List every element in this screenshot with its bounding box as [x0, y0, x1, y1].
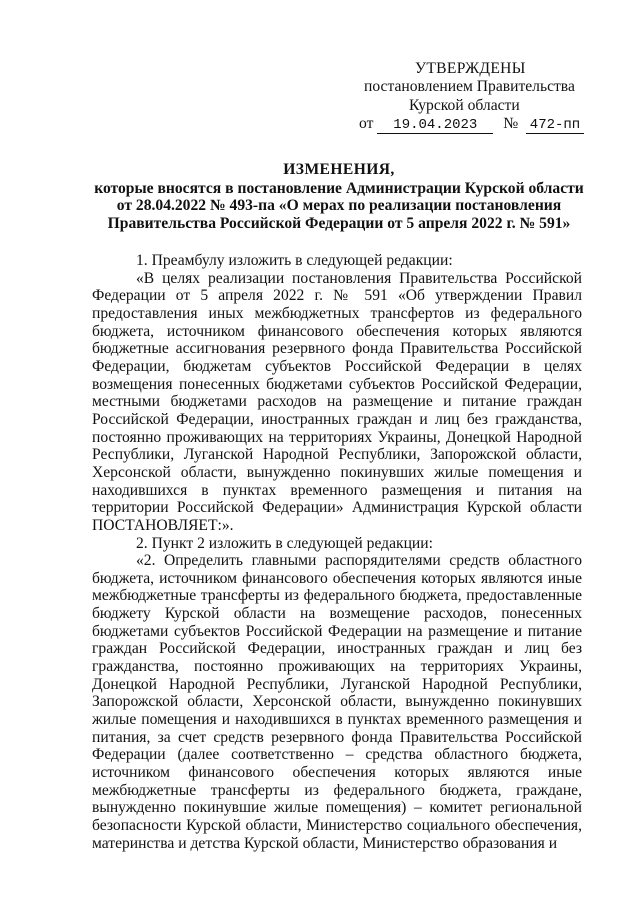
- approval-title: УТВЕРЖДЕНЫ: [415, 60, 526, 77]
- heading-line-1: которые вносятся в постановление Администрации Курской области: [94, 179, 584, 197]
- heading-title: ИЗМЕНЕНИЯ,: [283, 161, 395, 178]
- approval-date-number: [344, 115, 584, 134]
- date-prefix: от: [359, 114, 374, 132]
- heading-line-3: Правительства Российской Федерации от 5 апреля 2022 г. № 591»: [107, 215, 571, 233]
- document-body: [92, 252, 582, 852]
- quote-1: «В целях реализации постановления Правительства Российской Федерации от 5 апреля 2022 г. № 591 «Об утверждении Правил предоставления иных межбюджетных трансфертов из федерального бюджета, источником финансового обеспечения которых являются бюджетные ассигнования резервного фонда Правительства Российской Федерации, бюджетам субъектов Российской Федерации в целях возмещения понесенных бюджетами субъектов Российской Федерации, местными бюджетами расходов на размещение и питание граждан Российской Федерации, иностранных граждан и лиц без гражданства, постоянно проживающих на территориях Украины, Донецкой Народной Республики, Луганской Народной Республики, Запорожской области, Херсонской области, вынужденно покинувших жилые помещения и находившихся в пунктах временного размещения и питания на территории Российской Федерации» Администрация Курской области ПОСТАНОВЛЯЕТ:».: [92, 269, 582, 534]
- approval-number: 472-пп: [526, 117, 584, 134]
- quote-2: «2. Определить главными распорядителями средств областного бюджета, источником финансового обеспечения которых являются иные межбюджетные трансферты из федерального бюджета, предоставленные бюджету Курской области на возмещение расходов, понесенных бюджетами субъектов Российской Федерации на размещение и питание граждан Российской Федерации, иностранных граждан и лиц без гражданства, постоянно проживающих на территориях Украины, Донецкой Народной Республики, Луганской Народной Республики, Запорожской области, Херсонской области, вынужденно покинувших жилые помещения и находившихся в пунктах временного размещения и питания, за счет средств резервного фонда Правительства Российской Федерации (далее соответственно – средства областного бюджета, источником финансового обеспечения которых являются иные межбюджетные трансферты из федерального бюджета, граждане, вынужденно покинувшие жилые помещения) – комитет региональной безопасности Курской области, Министерство социального обеспечения, материнства и детства Курской области, Министерство образования и: [92, 552, 582, 852]
- approval-date: 19.04.2023: [377, 117, 493, 134]
- item-1: 1. Преамбулу изложить в следующей редакции:: [136, 252, 453, 269]
- approval-issuer: постановлением Правительства: [364, 78, 575, 96]
- approval-block: [344, 60, 584, 134]
- approval-region: Курской области: [409, 96, 520, 114]
- number-prefix: №: [503, 114, 519, 132]
- document-heading: [92, 161, 586, 233]
- item-2: 2. Пункт 2 изложить в следующей редакции:: [136, 534, 433, 552]
- heading-line-2: от 28.04.2022 № 493-па «О мерах по реализации постановления: [116, 197, 562, 215]
